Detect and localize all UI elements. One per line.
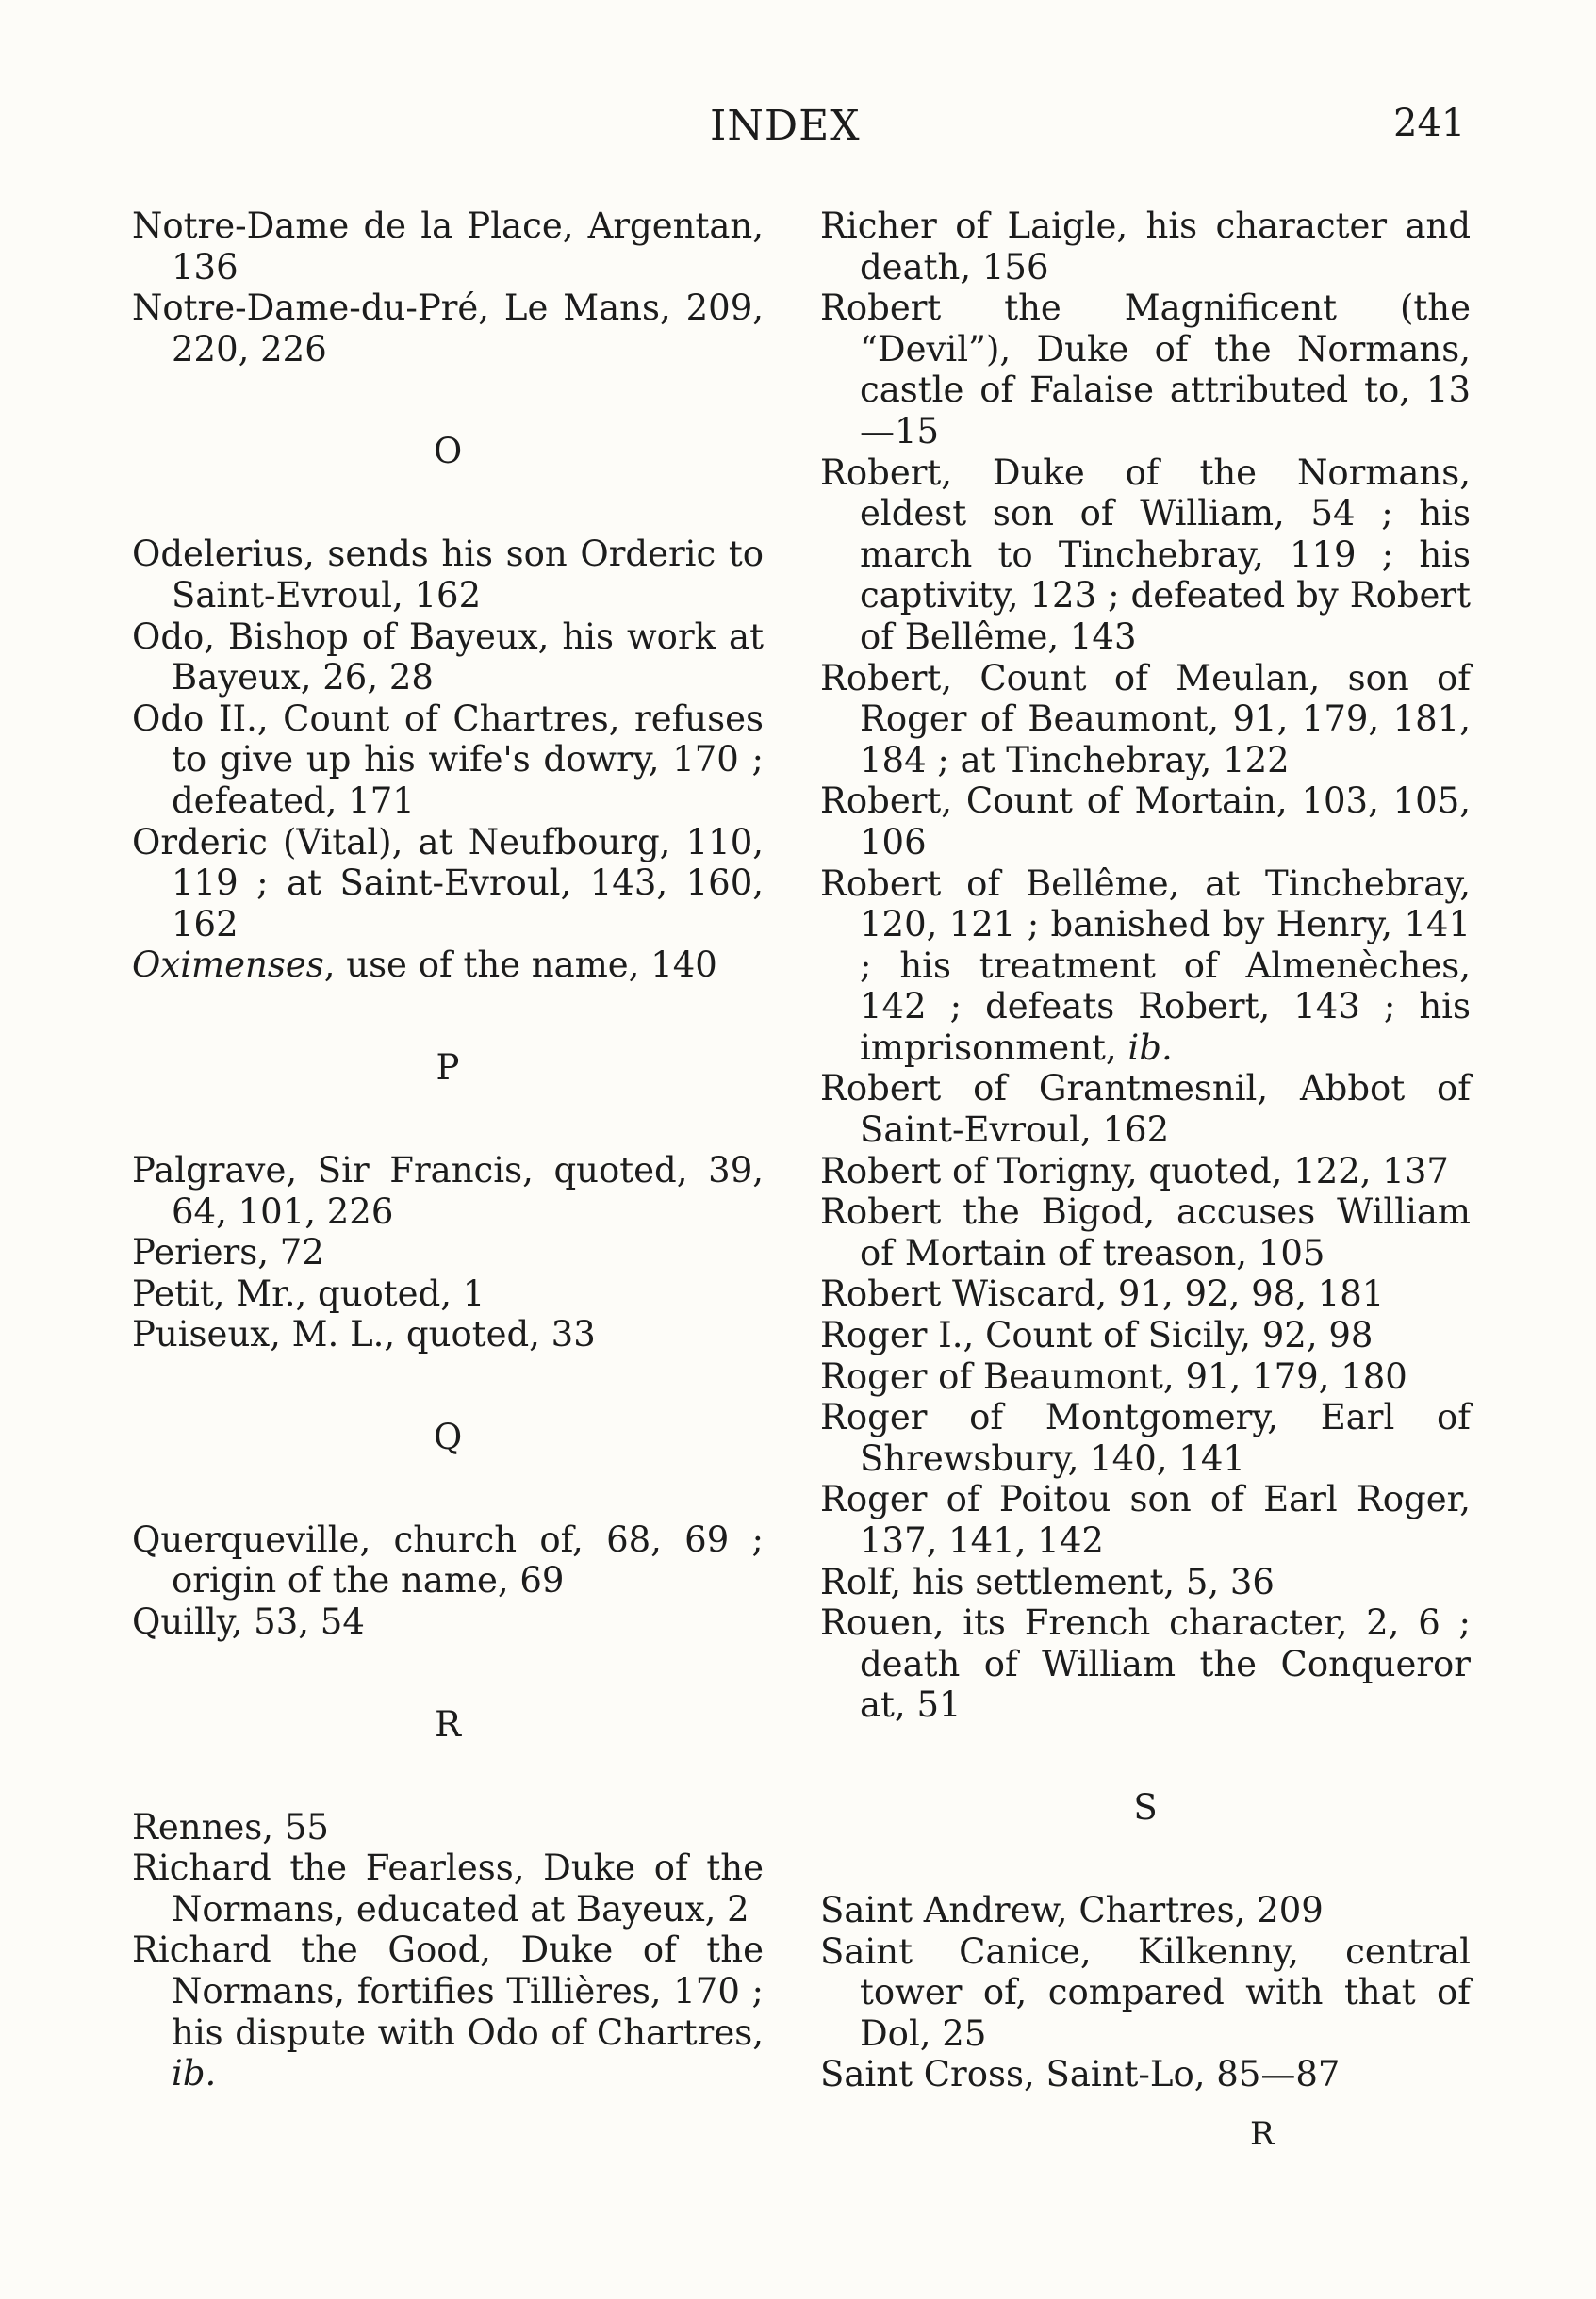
index-entry bbox=[132, 534, 764, 616]
index-entry bbox=[820, 1562, 1471, 1603]
index-entry bbox=[820, 1068, 1471, 1150]
entry-text: Roger of Montgomery, Earl of Shrewsbury, 140, 141 bbox=[820, 1397, 1471, 1479]
index-entry bbox=[132, 1273, 764, 1315]
entry-text: Palgrave, Sir Francis, quoted, 39, 64, 101, 226 bbox=[132, 1149, 764, 1232]
entry-text: Robert, Duke of the Normans, eldest son of William, 54 ; his march to Tinchebray, 119 ; his captivity, 123 ; defeated by Robert of Bellême, 143 bbox=[820, 452, 1471, 657]
index-entry bbox=[132, 698, 764, 822]
entry-text: Robert of Bellême, at Tinchebray, 120, 121 ; banished by Henry, 141 ; his treatment of Almenèches, 142 ; defeats Robert, 143 ; his imprisonment, bbox=[820, 862, 1471, 1068]
index-entry bbox=[820, 287, 1471, 452]
index-entry bbox=[820, 1479, 1471, 1561]
index-entry bbox=[132, 1807, 764, 1848]
running-head bbox=[0, 102, 1596, 158]
index-entry bbox=[132, 287, 764, 369]
index-entry bbox=[820, 1397, 1471, 1479]
index-entry bbox=[132, 1314, 764, 1355]
index-entry bbox=[132, 1930, 764, 2094]
entry-text: Roger of Beaumont, 91, 179, 180 bbox=[820, 1355, 1407, 1397]
index-entry bbox=[132, 1601, 764, 1643]
index-entry bbox=[820, 1890, 1471, 1931]
section-letter: R bbox=[435, 1703, 461, 1745]
entry-text: Richard the Good, Duke of the Normans, fortifies Tillières, 170 ; his dispute with Odo of Chartres, bbox=[132, 1930, 764, 2053]
entry-text: Periers, 72 bbox=[132, 1232, 324, 1273]
entry-text: , use of the name, 140 bbox=[323, 944, 717, 986]
entry-italic-ref: ib. bbox=[172, 2053, 217, 2094]
entry-text: Orderic (Vital), at Neufbourg, 110, 119 ; at Saint-Evroul, 143, 160, 162 bbox=[132, 821, 764, 944]
index-entry bbox=[820, 1602, 1471, 1726]
entry-text: Saint Andrew, Chartres, 209 bbox=[820, 1889, 1324, 1930]
section-letter: O bbox=[433, 431, 463, 472]
index-entry bbox=[820, 1931, 1471, 2055]
index-entry bbox=[132, 1847, 764, 1930]
entry-text: Saint Cross, Saint-Lo, 85—87 bbox=[820, 2054, 1341, 2095]
index-entry bbox=[820, 205, 1471, 287]
entry-text: Richard the Fearless, Duke of the Normans, educated at Bayeux, 2 bbox=[132, 1847, 764, 1930]
entry-text: Notre-Dame de la Place, Argentan, 136 bbox=[132, 205, 764, 287]
entry-italic-term: Oximenses bbox=[132, 944, 324, 986]
index-entry bbox=[820, 1151, 1471, 1192]
entry-text: Rennes, 55 bbox=[132, 1806, 329, 1847]
entry-text: Richer of Laigle, his character and death, 156 bbox=[820, 205, 1471, 287]
left-column bbox=[132, 205, 764, 2094]
entry-text: Rolf, his settlement, 5, 36 bbox=[820, 1561, 1275, 1602]
index-entry bbox=[132, 1150, 764, 1232]
index-entry bbox=[820, 658, 1471, 781]
index-entry bbox=[820, 1356, 1471, 1398]
entry-text: Quilly, 53, 54 bbox=[132, 1601, 365, 1643]
index-entry bbox=[132, 205, 764, 287]
entry-text: Roger I., Count of Sicily, 92, 98 bbox=[820, 1315, 1374, 1356]
entry-text: Robert of Grantmesnil, Abbot of Saint-Evroul, 162 bbox=[820, 1068, 1471, 1151]
entry-text: Robert the Bigod, accuses William of Mortain of treason, 105 bbox=[820, 1191, 1471, 1273]
index-entry bbox=[820, 780, 1471, 862]
index-entry bbox=[820, 863, 1471, 1069]
index-entry bbox=[132, 1519, 764, 1601]
entry-text: Querqueville, church of, 68, 69 ; origin of the name, 69 bbox=[132, 1519, 764, 1601]
section-letter: P bbox=[436, 1046, 460, 1088]
index-entry bbox=[820, 2054, 1471, 2095]
index-entry bbox=[820, 452, 1471, 658]
index-entry bbox=[132, 822, 764, 945]
entry-text: Robert the Magnificent (the “Devil”), Duke of the Normans, castle of Falaise attributed to, 13—15 bbox=[820, 287, 1471, 452]
index-entry bbox=[820, 1315, 1471, 1356]
page-title: INDEX bbox=[710, 102, 861, 150]
entry-text: Robert of Torigny, quoted, 122, 137 bbox=[820, 1150, 1449, 1191]
signature-mark: R bbox=[1250, 2115, 1275, 2153]
section-letter: S bbox=[1133, 1786, 1158, 1828]
index-entry bbox=[132, 944, 764, 986]
entry-text: Odo II., Count of Chartres, refuses to give up his wife's dowry, 170 ; defeated, 171 bbox=[132, 698, 764, 821]
index-entry bbox=[820, 1273, 1471, 1315]
entry-text: Petit, Mr., quoted, 1 bbox=[132, 1273, 485, 1314]
entry-text: Odelerius, sends his son Orderic to Saint-Evroul, 162 bbox=[132, 534, 764, 616]
section-letter: Q bbox=[433, 1416, 463, 1457]
right-column bbox=[820, 205, 1471, 2095]
entry-text: Robert, Count of Meulan, son of Roger of Beaumont, 91, 179, 181, 184 ; at Tinchebray, 122 bbox=[820, 657, 1471, 780]
entry-text: Odo, Bishop of Bayeux, his work at Bayeux, 26, 28 bbox=[132, 616, 764, 698]
page-number: 241 bbox=[1393, 102, 1466, 145]
entry-text: Robert, Count of Mortain, 103, 105, 106 bbox=[820, 780, 1471, 862]
index-entry bbox=[132, 1232, 764, 1273]
index-entry bbox=[820, 1191, 1471, 1273]
entry-italic-ref: ib. bbox=[1127, 1026, 1173, 1068]
entry-text: Roger of Poitou son of Earl Roger, 137, 141, 142 bbox=[820, 1479, 1471, 1561]
entry-text: Notre-Dame-du-Pré, Le Mans, 209, 220, 226 bbox=[132, 287, 764, 369]
entry-text: Saint Canice, Kilkenny, central tower of, compared with that of Dol, 25 bbox=[820, 1930, 1471, 2054]
entry-text: Robert Wiscard, 91, 92, 98, 181 bbox=[820, 1273, 1385, 1315]
entry-text: Puiseux, M. L., quoted, 33 bbox=[132, 1314, 596, 1355]
index-entry bbox=[132, 616, 764, 698]
entry-text: Rouen, its French character, 2, 6 ; death of William the Conqueror at, 51 bbox=[820, 1602, 1471, 1726]
